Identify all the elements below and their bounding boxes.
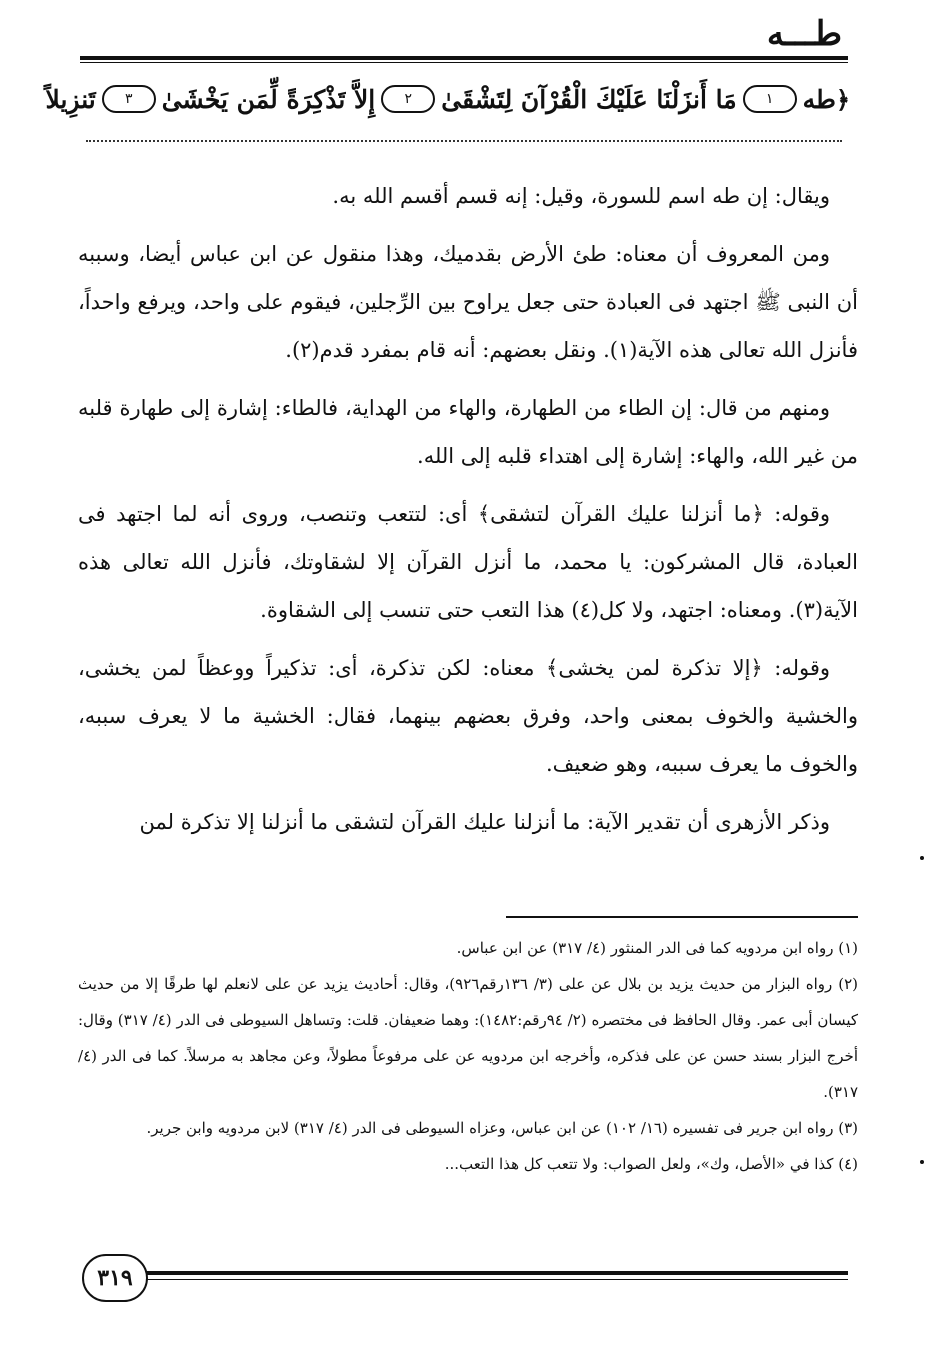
verse-text: تَنزِيلاً (45, 84, 96, 114)
body-paragraph: ومن المعروف أن معناه: طئ الأرض بقدميك، وهذا منقول عن ابن عباس أيضا، وسببه أن النبى ﷺ اجتهد فى العبادة حتى جعل يراوح بين الرِّجلين، فيقوم على واحد، ويرفع واحداً، فأنزل الله تعالى هذه الآية(١). ونقل بعضهم: أنه قام بمفرد قدم(٢). (78, 242, 858, 362)
footnote: (١) رواه ابن مردويه كما فى الدر المنثور (٤/ ٣١٧) عن ابن عباس. (456, 939, 858, 957)
body-paragraph: ويقال: إن طه اسم للسورة، وقيل: إنه قسم أقسم الله به. (332, 184, 830, 208)
ayah-number-marker: ١ (743, 85, 797, 113)
ayah-number-marker: ٣ (102, 85, 156, 113)
footnotes (78, 930, 858, 1182)
quran-verse-line (45, 74, 850, 124)
body-paragraph: وقوله: ﴿ما أنزلنا عليك القرآن لتشقى﴾ أى: لتتعب وتنصب، وروى أنه لما اجتهد فى العبادة، قال المشركون: يا محمد، ما أنزل القرآن إلا لشقاوتك، فأنزل الله تعالى هذه الآية(٣). ومعناه: اجتهد، ولا كل(٤) هذا التعب حتى تنسب إلى الشقاوة. (78, 502, 858, 622)
verse-segment (375, 85, 736, 114)
body-paragraph: ومنهم من قال: إن الطاء من الطهارة، والهاء من الهداية، فالطاء: إشارة إلى طهارة قلبه من غير الله، والهاء: إشارة إلى اهتداء قلبه إلى الله. (78, 396, 858, 468)
verse-segment (46, 85, 96, 114)
verse-segment (96, 85, 376, 114)
ayah-number-marker: ٢ (381, 85, 435, 113)
page-number: ٣١٩ (82, 1254, 148, 1302)
dotted-divider (86, 140, 842, 142)
body-paragraph: وقوله: ﴿إلا تذكرة لمن يخشى﴾ معناه: لكن تذكرة، أى: تذكيراً ووعظاً لمن يخشى، والخشية والخوف بمعنى واحد، وفرق بعضهم بينهما، فقال: الخشية ما لا يعرف سببه، والخوف ما يعرف سببه، وهو ضعيف. (78, 656, 858, 776)
verse-text: مَا أَنزَلْنَا عَلَيْكَ الْقُرْآنَ لِتَشْقَىٰ (441, 84, 737, 114)
header-rule (80, 56, 848, 60)
footnote-separator (506, 916, 858, 918)
surah-header: طـــه (766, 14, 842, 54)
footnote: (٢) رواه البزار من حديث يزيد بن بلال عن على (٣/ ١٣٦رقم٩٢٦)، وقال: أحاديث يزيد عن على لانعلم لها طرقًا إلا من حديث كيسان أبى عمر. وقال الحافظ فى مختصره (٢/ ٩٤رقم:١٤٨٢): وهما ضعيفان. قلت: وتساهل السيوطى فى الدر (٤/ ٣١٧) وقال: أخرج البزار بسند حسن عن على فذكره، وأخرجه ابن مردويه عن على مرفوعاً مطولاً، وعن مجاهد به مرسلاً. كما فى الدر (٤/ ٣١٧). (78, 975, 859, 1101)
header-rule-thin (80, 62, 848, 63)
verse-text: إِلاَّ تَذْكِرَةً لِّمَن يَخْشَىٰ (161, 84, 376, 114)
footer-rule (140, 1271, 848, 1275)
footnote: (٣) رواه ابن جرير فى تفسيره (١٦/ ١٠٢) عن ابن عباس، وعزاه السيوطى فى الدر (٤/ ٣١٧) لابن مردويه وابن جرير. (146, 1119, 858, 1137)
footnote: (٤) كذا في «الأصل، وك»، ولعل الصواب: ولا تتعب كل هذا التعب... (444, 1155, 858, 1173)
body-paragraph: وذكر الأزهرى أن تقدير الآية: ما أنزلنا عليك القرآن لتشقى ما أنزلنا إلا تذكرة لمن (139, 810, 830, 834)
verse-segment (737, 85, 836, 114)
verse-text: طه (802, 84, 836, 114)
margin-mark (920, 856, 924, 860)
footer-rule-thin (140, 1279, 848, 1280)
commentary-body (78, 172, 858, 856)
verse-open-bracket: ﴿ (835, 84, 850, 114)
margin-mark (920, 1160, 924, 1164)
